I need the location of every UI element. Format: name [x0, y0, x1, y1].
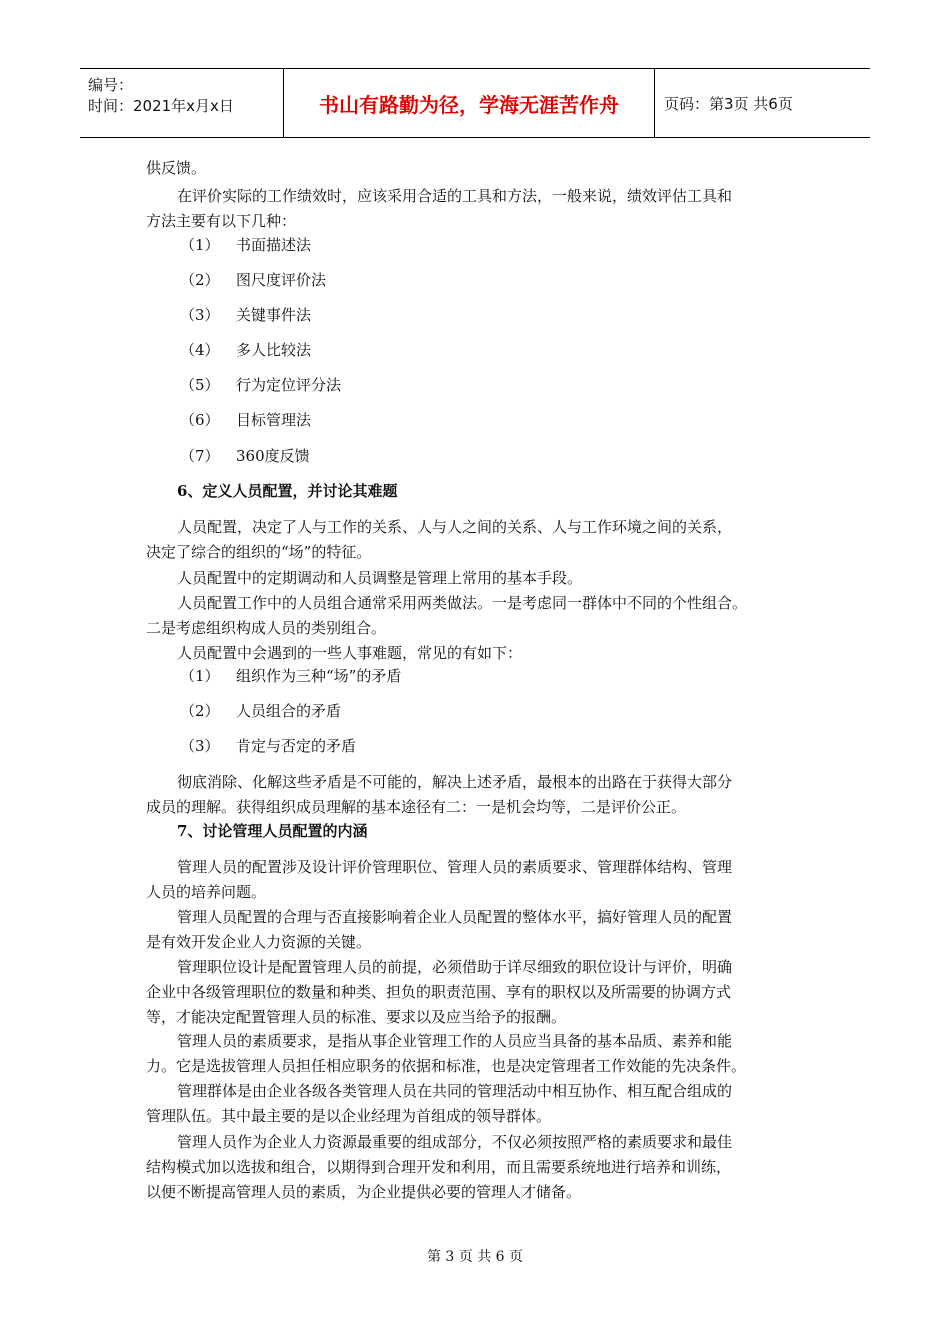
- paragraph-line: 结构模式加以选拔和组合，以期得到合理开发和利用，而且需要系统地进行培养和训练，: [146, 1158, 732, 1176]
- header-motto: 书山有路勤为径，学海无涯苦作舟: [319, 92, 619, 117]
- paragraph-line: 成员的理解。获得组织成员理解的基本途径有二：一是机会均等，二是评价公正。: [146, 798, 687, 816]
- doc-date: 时间：2021年x月x日: [88, 97, 234, 115]
- paragraph-line: 管理人员的配置涉及设计评价管理职位、管理人员的素质要求、管理群体结构、管理: [177, 858, 733, 876]
- paragraph-line: 等，才能决定配置管理人员的标准、要求以及应当给予的报酬。: [146, 1008, 567, 1026]
- paragraph-line: 是有效开发企业人力资源的关键。: [146, 933, 372, 951]
- list-item-number: （1）: [180, 667, 220, 685]
- paragraph-line: 管理群体是由企业各级各类管理人员在共同的管理活动中相互协作、相互配合组成的: [177, 1082, 733, 1100]
- list-item: 关键事件法: [236, 306, 312, 324]
- list-item: 组织作为三种“场”的矛盾: [236, 667, 402, 685]
- paragraph-line: 方法主要有以下几种：: [146, 212, 297, 230]
- paragraph-line: 人员的培养问题。: [146, 883, 267, 901]
- paragraph-line: 人员配置，决定了人与工作的关系、人与人之间的关系、人与工作环境之间的关系，: [177, 518, 733, 536]
- section-heading: 7、讨论管理人员配置的内涵: [177, 822, 368, 840]
- list-item: 360度反馈: [236, 447, 310, 465]
- paragraph-line: 二是考虑组织构成人员的类别组合。: [146, 619, 387, 637]
- paragraph-line: 人员配置中会遇到的一些人事难题，常见的有如下：: [177, 644, 523, 662]
- list-item: 人员组合的矛盾: [236, 702, 342, 720]
- paragraph-line: 人员配置工作中的人员组合通常采用两类做法。一是考虑同一群体中不同的个性组合。: [177, 594, 748, 612]
- paragraph-line: 在评价实际的工作绩效时，应该采用合适的工具和方法，一般来说，绩效评估工具和: [177, 187, 733, 205]
- paragraph-line: 企业中各级管理职位的数量和种类、担负的职责范围、享有的职权以及所需要的协调方式: [146, 983, 732, 1001]
- paragraph-line: 供反馈。: [146, 159, 207, 177]
- paragraph-line: 管理人员配置的合理与否直接影响着企业人员配置的整体水平，搞好管理人员的配置: [177, 908, 733, 926]
- page-footer: 第 3 页 共 6 页: [426, 1249, 524, 1265]
- paragraph-line: 力。它是选拔管理人员担任相应职务的依据和标准，也是决定管理者工作效能的先决条件。: [146, 1057, 747, 1075]
- list-item-number: （1）: [180, 236, 220, 254]
- list-item-number: （3）: [180, 306, 220, 324]
- document-header: [80, 68, 870, 138]
- paragraph-line: 以便不断提高管理人员的素质，为企业提供必要的管理人才储备。: [146, 1183, 582, 1201]
- list-item-number: （3）: [180, 737, 220, 755]
- list-item-number: （5）: [180, 376, 220, 394]
- section-heading: 6、定义人员配置，并讨论其难题: [177, 482, 398, 500]
- list-item-number: （2）: [180, 702, 220, 720]
- list-item: 行为定位评分法: [236, 376, 342, 394]
- list-item-number: （4）: [180, 341, 220, 359]
- header-meta: [88, 75, 283, 117]
- paragraph-line: 管理人员作为企业人力资源最重要的组成部分，不仅必须按照严格的素质要求和最佳: [177, 1133, 733, 1151]
- list-item-number: （2）: [180, 271, 220, 289]
- paragraph-line: 管理人员的素质要求，是指从事企业管理工作的人员应当具备的基本品质、素养和能: [177, 1032, 733, 1050]
- list-item-number: （6）: [180, 411, 220, 429]
- paragraph-line: 管理队伍。其中最主要的是以企业经理为首组成的领导群体。: [146, 1107, 552, 1125]
- paragraph-line: 管理职位设计是配置管理人员的前提，必须借助于详尽细致的职位设计与评价，明确: [177, 958, 733, 976]
- list-item: 图尺度评价法: [236, 271, 327, 289]
- list-item: 书面描述法: [236, 236, 312, 254]
- doc-number-label: 编号：: [88, 76, 134, 94]
- list-item: 目标管理法: [236, 411, 312, 429]
- list-item-number: （7）: [180, 447, 220, 465]
- paragraph-line: 人员配置中的定期调动和人员调整是管理上常用的基本手段。: [177, 569, 583, 587]
- paragraph-line: 决定了综合的组织的“场”的特征。: [146, 543, 372, 561]
- paragraph-line: 彻底消除、化解这些矛盾是不可能的，解决上述矛盾，最根本的出路在于获得大部分: [177, 773, 733, 791]
- list-item: 多人比较法: [236, 341, 312, 359]
- header-page-info: 页码：第3页 共6页: [664, 94, 793, 113]
- list-item: 肯定与否定的矛盾: [236, 737, 357, 755]
- header-divider: [654, 69, 655, 137]
